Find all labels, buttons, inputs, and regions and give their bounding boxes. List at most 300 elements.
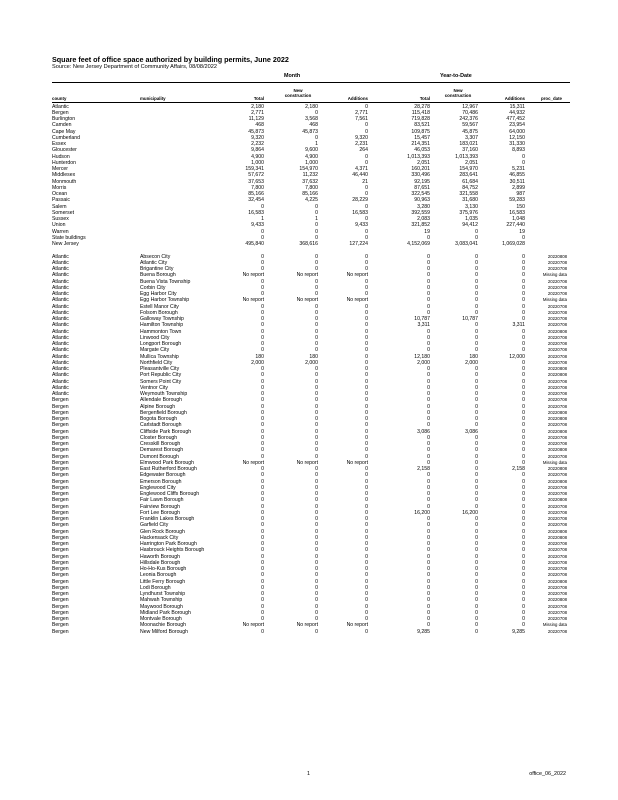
proc-date-cell: 20220708 [547, 341, 567, 347]
county-cell: Middlesex [52, 172, 76, 179]
month-additions-cell: 0 [365, 566, 368, 573]
municipality-cell: Ho-Ho-Kus Borough [140, 566, 187, 573]
county-cell: Bergen [52, 591, 69, 598]
month-total-cell: 85,166 [248, 191, 264, 198]
proc-date-cell: 20220708 [547, 566, 567, 572]
month-additions-cell: 0 [365, 309, 368, 316]
col-header-month-new-line2: construction [284, 93, 312, 98]
ytd-new-cell: 0 [475, 484, 478, 491]
month-total-cell: 0 [261, 591, 264, 598]
ytd-additions-cell: 12,000 [509, 353, 525, 360]
proc-date-cell: 20220708 [547, 347, 567, 353]
ytd-new-cell: 0 [475, 291, 478, 298]
municipality-cell: Bogota Borough [140, 416, 178, 423]
month-additions-cell: 0 [365, 259, 368, 266]
col-header-ytd-additions: Additions [504, 96, 525, 101]
month-total-cell: 0 [261, 322, 264, 329]
month-new-cell: 0 [315, 409, 318, 416]
month-total-cell: 0 [261, 253, 264, 260]
month-new-cell: 0 [315, 497, 318, 504]
ytd-total-cell: 0 [427, 253, 430, 260]
month-new-cell: 0 [315, 578, 318, 585]
ytd-additions-cell: 0 [522, 491, 525, 498]
proc-date-cell: 20220708 [547, 384, 567, 390]
month-additions-cell: 0 [365, 153, 368, 160]
month-new-cell: 468 [309, 122, 318, 129]
month-new-cell: 0 [315, 234, 318, 241]
ytd-total-cell: 3,086 [417, 428, 430, 435]
proc-date-cell: 20220708 [547, 403, 567, 409]
municipality-cell: Moonachie Borough [140, 622, 187, 629]
county-cell: Bergen [52, 416, 69, 423]
ytd-total-cell: 12,180 [414, 353, 430, 360]
ytd-additions-cell: 0 [522, 316, 525, 323]
month-new-cell: 0 [315, 209, 318, 216]
ytd-additions-cell: 0 [522, 566, 525, 573]
municipality-cell: Leonia Borough [140, 572, 177, 579]
county-cell: Monmouth [52, 178, 77, 185]
ytd-total-cell: 0 [427, 309, 430, 316]
month-new-cell: 0 [315, 228, 318, 235]
municipality-cell: Elmwood Park Borough [140, 459, 195, 466]
proc-date-cell: 20220708 [547, 291, 567, 297]
month-new-cell: No report [296, 297, 318, 304]
ytd-total-cell: 10,787 [414, 316, 430, 323]
ytd-total-cell: 0 [427, 291, 430, 298]
month-total-cell: 0 [261, 503, 264, 510]
municipality-cell: Montvale Borough [140, 616, 182, 623]
ytd-new-cell: 0 [475, 441, 478, 448]
county-cell: Salem [52, 203, 67, 210]
ytd-new-cell: 0 [475, 259, 478, 266]
proc-date-cell: 20220708 [547, 422, 567, 428]
county-cell: Atlantic [52, 359, 69, 366]
ytd-new-cell: 0 [475, 591, 478, 598]
month-additions-cell: 0 [365, 328, 368, 335]
municipality-cell: Dumont Borough [140, 453, 179, 460]
proc-date-cell: 20220708 [547, 309, 567, 315]
month-new-cell: 0 [315, 491, 318, 498]
municipality-cell: Egg Harbor Township [140, 297, 190, 304]
month-total-cell: 468 [255, 122, 264, 129]
month-additions-cell: 0 [365, 553, 368, 560]
month-new-cell: 0 [315, 572, 318, 579]
county-cell: Union [52, 222, 66, 229]
county-cell: Atlantic [52, 391, 69, 398]
ytd-new-cell: 37,160 [462, 147, 478, 154]
month-new-cell: 0 [315, 534, 318, 541]
ytd-new-cell: 0 [475, 372, 478, 379]
month-total-cell: 0 [261, 509, 264, 516]
ytd-additions-cell: 9,285 [512, 628, 525, 635]
county-cell: Cape May [52, 128, 76, 135]
county-summary-row [0, 241, 618, 247]
month-total-cell: 9,864 [251, 147, 264, 154]
ytd-new-cell: 0 [475, 397, 478, 404]
month-total-cell: 0 [261, 447, 264, 454]
ytd-additions-cell: 0 [522, 341, 525, 348]
ytd-new-cell: 2,000 [465, 359, 478, 366]
ytd-additions-cell: 0 [522, 603, 525, 610]
municipality-cell: Weymouth Township [140, 391, 188, 398]
month-new-cell: 0 [315, 522, 318, 529]
ytd-new-cell: 61,684 [462, 178, 478, 185]
ytd-total-cell: 0 [427, 391, 430, 398]
ytd-new-cell: 0 [475, 622, 478, 629]
month-total-cell: 0 [261, 491, 264, 498]
ytd-additions-cell: 0 [522, 291, 525, 298]
county-cell: Cumberland [52, 134, 81, 141]
ytd-total-cell: 330,496 [411, 172, 430, 179]
ytd-additions-cell: 0 [522, 372, 525, 379]
county-cell: Atlantic [52, 272, 69, 279]
month-additions-cell: 0 [365, 322, 368, 329]
ytd-new-cell: 70,486 [462, 109, 478, 116]
ytd-total-cell: 0 [427, 447, 430, 454]
month-total-cell: 0 [261, 559, 264, 566]
month-new-cell: 0 [315, 616, 318, 623]
ytd-additions-cell: 0 [522, 528, 525, 535]
month-additions-cell: 0 [365, 422, 368, 429]
month-new-cell: 7,800 [305, 184, 318, 191]
ytd-new-cell: 0 [475, 597, 478, 604]
ytd-new-cell: 3,086 [465, 428, 478, 435]
county-cell: Bergen [52, 534, 69, 541]
month-additions-cell: 0 [365, 559, 368, 566]
ytd-new-cell: 0 [475, 466, 478, 473]
municipality-cell: Hamilton Township [140, 322, 184, 329]
ytd-total-cell: 0 [427, 259, 430, 266]
county-cell: Atlantic [52, 103, 69, 110]
ytd-total-cell: 1,013,393 [407, 153, 430, 160]
month-additions-cell: 0 [365, 603, 368, 610]
municipality-cell: Midland Park Borough [140, 609, 191, 616]
month-total-cell: 0 [261, 522, 264, 529]
municipality-cell: Demarest Borough [140, 447, 184, 454]
ytd-new-cell: 375,976 [459, 209, 478, 216]
month-new-cell: 0 [315, 303, 318, 310]
ytd-new-cell: 0 [475, 616, 478, 623]
ytd-additions-cell: 0 [522, 403, 525, 410]
proc-date-cell: 20220708 [547, 322, 567, 328]
proc-date-cell: 20220708 [547, 547, 567, 553]
ytd-new-cell: 0 [475, 409, 478, 416]
month-additions-cell: 0 [365, 509, 368, 516]
ytd-additions-cell: 0 [522, 284, 525, 291]
municipality-cell: Harrington Park Borough [140, 541, 197, 548]
month-new-cell: 0 [315, 447, 318, 454]
month-additions-cell: 9,433 [355, 222, 368, 229]
ytd-total-cell: 0 [427, 522, 430, 529]
ytd-new-cell: 3,083,041 [455, 241, 478, 248]
month-total-cell: No report [242, 272, 264, 279]
ytd-new-cell: 0 [475, 378, 478, 385]
ytd-additions-cell: 0 [522, 153, 525, 160]
ytd-new-cell: 0 [475, 628, 478, 635]
ytd-additions-cell: 1,048 [512, 216, 525, 223]
month-new-cell: 0 [315, 222, 318, 229]
ytd-new-cell: 0 [475, 303, 478, 310]
month-total-cell: 37,653 [248, 178, 264, 185]
proc-date-cell: 20220708 [547, 503, 567, 509]
ytd-new-cell: 0 [475, 503, 478, 510]
ytd-total-cell: 92,195 [414, 178, 430, 185]
ytd-total-cell: 0 [427, 528, 430, 535]
municipality-cell: Garfield City [140, 522, 169, 529]
month-new-cell: 2,180 [305, 103, 318, 110]
month-new-cell: 0 [315, 416, 318, 423]
county-cell: Bergen [52, 434, 69, 441]
ytd-new-cell: 0 [475, 453, 478, 460]
ytd-new-cell: 59,567 [462, 122, 478, 129]
month-new-cell: 85,166 [302, 191, 318, 198]
proc-date-cell: 20220808 [547, 597, 567, 603]
month-additions-cell: No report [346, 297, 368, 304]
month-new-cell: 0 [315, 378, 318, 385]
county-cell: Bergen [52, 428, 69, 435]
municipality-cell: Emerson Borough [140, 478, 182, 485]
ytd-new-cell: 0 [475, 434, 478, 441]
ytd-total-cell: 0 [427, 422, 430, 429]
month-new-cell: 1,000 [305, 159, 318, 166]
county-cell: Atlantic [52, 284, 69, 291]
month-total-cell: 2,232 [251, 141, 264, 148]
ytd-new-cell: 0 [475, 491, 478, 498]
ytd-total-cell: 0 [427, 534, 430, 541]
month-new-cell: 0 [315, 466, 318, 473]
ytd-new-cell: 0 [475, 272, 478, 279]
proc-date-cell: Missing data [542, 459, 567, 465]
ytd-new-cell: 0 [475, 416, 478, 423]
month-new-cell: 0 [315, 384, 318, 391]
month-new-cell: 3,568 [305, 116, 318, 123]
county-cell: Bergen [52, 466, 69, 473]
county-cell: Atlantic [52, 303, 69, 310]
ytd-additions-cell: 0 [522, 416, 525, 423]
month-new-cell: 0 [315, 597, 318, 604]
month-additions-cell: 0 [365, 122, 368, 129]
county-cell: Bergen [52, 403, 69, 410]
ytd-total-cell: 0 [427, 609, 430, 616]
month-total-cell: No report [242, 622, 264, 629]
ytd-new-cell: 242,376 [459, 116, 478, 123]
ytd-total-cell: 0 [427, 372, 430, 379]
month-new-cell: 0 [315, 566, 318, 573]
ytd-additions-cell: 0 [522, 497, 525, 504]
municipality-cell: Alpine Borough [140, 403, 176, 410]
ytd-additions-cell: 0 [522, 541, 525, 548]
month-new-cell: 0 [315, 628, 318, 635]
ytd-total-cell: 0 [427, 397, 430, 404]
ytd-total-cell: 0 [427, 478, 430, 485]
month-total-cell: 11,129 [248, 116, 264, 123]
ytd-additions-cell: 0 [522, 553, 525, 560]
ytd-total-cell: 322,545 [411, 191, 430, 198]
ytd-additions-cell: 0 [522, 384, 525, 391]
county-cell: Bergen [52, 522, 69, 529]
ytd-additions-cell: 2,899 [512, 184, 525, 191]
ytd-new-cell: 0 [475, 516, 478, 523]
municipality-cell: Ventnor City [140, 384, 169, 391]
month-additions-cell: 0 [365, 191, 368, 198]
month-additions-cell: 0 [365, 341, 368, 348]
month-additions-cell: 0 [365, 478, 368, 485]
month-new-cell: 0 [315, 341, 318, 348]
month-additions-cell: 0 [365, 359, 368, 366]
month-new-cell: 0 [315, 203, 318, 210]
ytd-new-cell: 0 [475, 478, 478, 485]
county-cell: Bergen [52, 559, 69, 566]
ytd-additions-cell: 0 [522, 572, 525, 579]
ytd-total-cell: 0 [427, 559, 430, 566]
ytd-new-cell: 0 [475, 447, 478, 454]
month-new-cell: 0 [315, 509, 318, 516]
municipality-cell: Margate City [140, 347, 170, 354]
month-additions-cell: 46,440 [352, 172, 368, 179]
ytd-total-cell: 0 [427, 516, 430, 523]
month-new-cell: 0 [315, 391, 318, 398]
ytd-new-cell: 3,130 [465, 203, 478, 210]
proc-date-cell: 20220808 [547, 372, 567, 378]
ytd-new-cell: 0 [475, 609, 478, 616]
municipality-cell: Hammonton Town [140, 328, 182, 335]
municipality-cell: Mullica Township [140, 353, 179, 360]
ytd-new-cell: 3,307 [465, 134, 478, 141]
month-new-cell: 0 [315, 547, 318, 554]
proc-date-cell: 20220708 [547, 434, 567, 440]
ytd-total-cell: 0 [427, 334, 430, 341]
ytd-additions-cell: 12,150 [509, 134, 525, 141]
month-new-cell: 0 [315, 109, 318, 116]
month-new-cell: 0 [315, 403, 318, 410]
month-total-cell: 159,341 [245, 166, 264, 173]
month-new-cell: 0 [315, 328, 318, 335]
ytd-additions-cell: 3,311 [512, 322, 525, 329]
ytd-additions-cell: 0 [522, 591, 525, 598]
month-new-cell: 2,000 [305, 359, 318, 366]
file-label: office_06_2022 [529, 771, 566, 777]
month-new-cell: 0 [315, 559, 318, 566]
ytd-additions-cell: 0 [522, 359, 525, 366]
municipality-cell: Cresskill Borough [140, 441, 181, 448]
ytd-additions-cell: 5,231 [512, 166, 525, 173]
proc-date-cell: 20220708 [547, 628, 567, 634]
month-additions-cell: 0 [365, 228, 368, 235]
municipality-cell: Absecon City [140, 253, 171, 260]
page-number: 1 [307, 771, 310, 777]
county-cell: Passaic [52, 197, 70, 204]
month-new-cell: 0 [315, 334, 318, 341]
month-new-cell: 0 [315, 397, 318, 404]
proc-date-cell: 20220708 [547, 259, 567, 265]
header-rule-top [52, 82, 570, 83]
month-group-header: Month [284, 73, 301, 79]
municipality-cell: Maywood Borough [140, 603, 183, 610]
county-cell: Atlantic [52, 384, 69, 391]
proc-date-cell: 20220708 [547, 509, 567, 515]
ytd-additions-cell: 0 [522, 434, 525, 441]
month-total-cell: 0 [261, 259, 264, 266]
month-additions-cell: 0 [365, 503, 368, 510]
month-total-cell: 4,900 [251, 153, 264, 160]
county-cell: Atlantic [52, 366, 69, 373]
ytd-new-cell: 31,680 [462, 197, 478, 204]
month-additions-cell: 0 [365, 578, 368, 585]
municipality-cell: Linwood City [140, 334, 170, 341]
month-total-cell: 0 [261, 291, 264, 298]
ytd-additions-cell: 0 [522, 297, 525, 304]
ytd-total-cell: 0 [427, 416, 430, 423]
ytd-total-cell: 2,000 [417, 359, 430, 366]
ytd-additions-cell: 16,583 [509, 209, 525, 216]
month-additions-cell: 0 [365, 597, 368, 604]
month-total-cell: 0 [261, 534, 264, 541]
month-additions-cell: 0 [365, 353, 368, 360]
ytd-total-cell: 0 [427, 572, 430, 579]
ytd-additions-cell: 0 [522, 447, 525, 454]
proc-date-cell: 20220808 [547, 328, 567, 334]
ytd-total-cell: 0 [427, 547, 430, 554]
month-additions-cell: 0 [365, 447, 368, 454]
month-total-cell: 7,800 [251, 184, 264, 191]
ytd-total-cell: 16,200 [414, 509, 430, 516]
county-cell: Somerset [52, 209, 74, 216]
ytd-new-cell: 94,412 [462, 222, 478, 229]
ytd-additions-cell: 0 [522, 616, 525, 623]
ytd-new-cell: 0 [475, 534, 478, 541]
proc-date-cell: 20220808 [547, 428, 567, 434]
ytd-new-cell: 0 [475, 341, 478, 348]
month-total-cell: 0 [261, 416, 264, 423]
ytd-additions-cell: 23,954 [509, 122, 525, 129]
ytd-new-cell: 16,200 [462, 509, 478, 516]
ytd-total-cell: 0 [427, 591, 430, 598]
municipality-cell: Galloway Township [140, 316, 184, 323]
month-total-cell: 0 [261, 234, 264, 241]
ytd-new-cell: 0 [475, 497, 478, 504]
ytd-total-cell: 0 [427, 472, 430, 479]
month-additions-cell: No report [346, 272, 368, 279]
ytd-additions-cell: 0 [522, 441, 525, 448]
proc-date-cell: 20220708 [547, 516, 567, 522]
ytd-new-cell: 0 [475, 522, 478, 529]
month-new-cell: 0 [315, 553, 318, 560]
ytd-total-cell: 0 [427, 584, 430, 591]
ytd-new-cell: 0 [475, 234, 478, 241]
month-total-cell: 0 [261, 516, 264, 523]
month-total-cell: 0 [261, 478, 264, 485]
municipality-cell: Hasbrouck Heights Borough [140, 547, 205, 554]
ytd-new-cell: 0 [475, 572, 478, 579]
municipality-cell: East Rutherford Borough [140, 466, 197, 473]
month-total-cell: 0 [261, 328, 264, 335]
col-header-county: county [52, 96, 67, 101]
month-new-cell: 0 [315, 372, 318, 379]
ytd-total-cell: 719,828 [411, 116, 430, 123]
month-additions-cell: 0 [365, 572, 368, 579]
ytd-new-cell: 0 [475, 603, 478, 610]
month-additions-cell: 0 [365, 609, 368, 616]
month-new-cell: 11,232 [302, 172, 318, 179]
county-cell: Warren [52, 228, 69, 235]
month-additions-cell: 16,583 [352, 209, 368, 216]
ytd-additions-cell: 0 [522, 334, 525, 341]
proc-date-cell: 20220808 [547, 528, 567, 534]
ytd-additions-cell: 227,440 [506, 222, 525, 229]
col-header-proc-date: proc_date [541, 96, 562, 101]
ytd-new-cell: 0 [475, 328, 478, 335]
month-additions-cell: 0 [365, 203, 368, 210]
